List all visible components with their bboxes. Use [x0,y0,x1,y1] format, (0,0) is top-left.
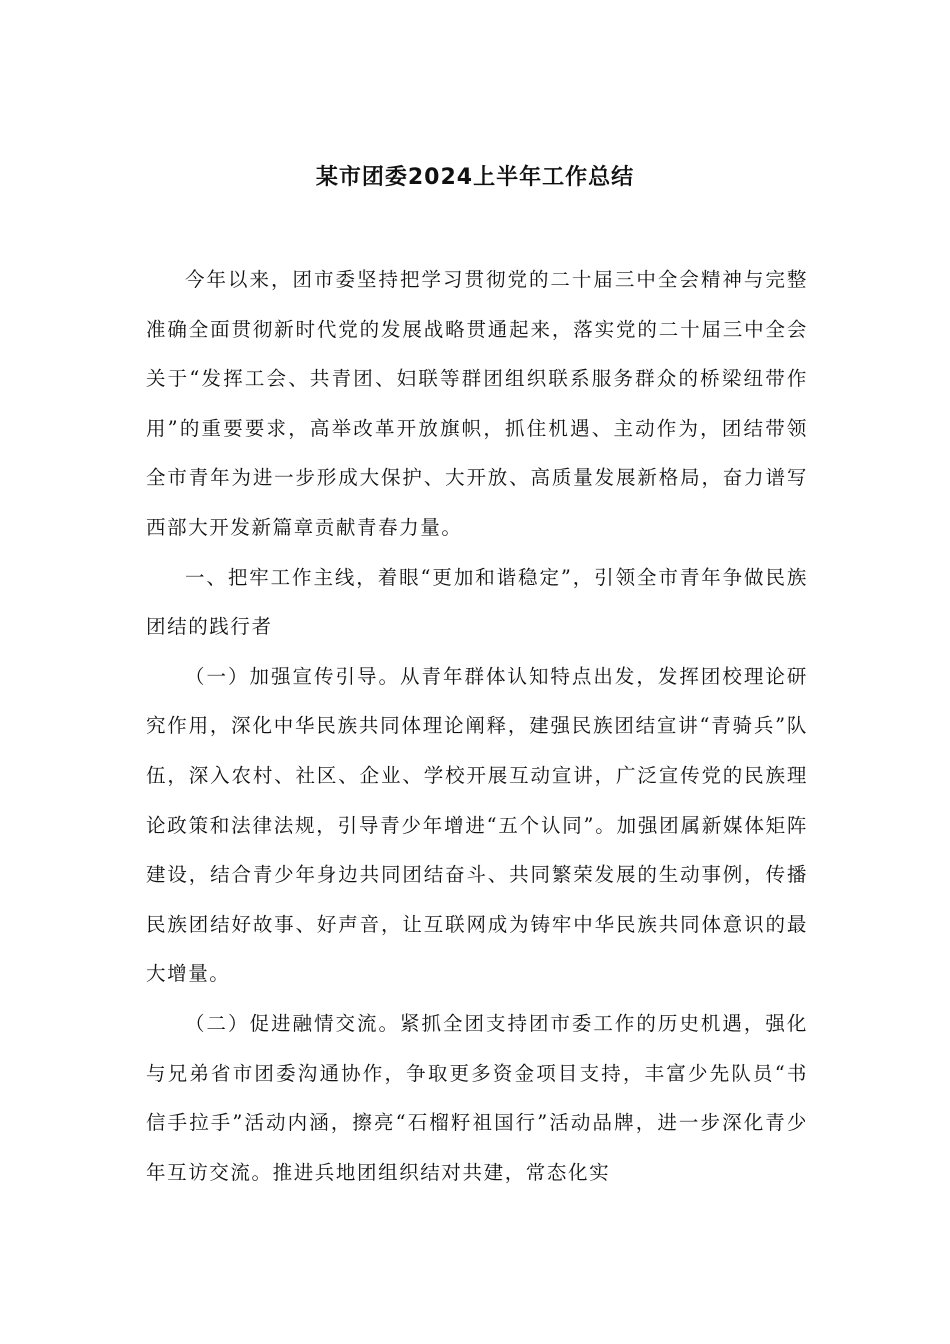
document-title: 某市团委2024上半年工作总结 [315,165,635,190]
document-body [146,255,808,1197]
section-heading-1: 一、把牢工作主线，着眼“更加和谐稳定”，引领全市青年争做民族团结的践行者 [146,565,808,639]
paragraph-publicity: （一）加强宣传引导。从青年群体认知特点出发，发挥团校理论研究作用，深化中华民族共同体理论阐释，建强民族团结宣讲“青骑兵”队伍，深入农村、社区、企业、学校开展互动宣讲，广泛宣传党的民族理论政策和法律法规，引导青少年增进“五个认同”。加强团属新媒体矩阵建设，结合青少年身边共同团结奋斗、共同繁荣发展的生动事例，传播民族团结好故事、好声音，让互联网成为铸牢中华民族共同体意识的最大增量。 [146,664,808,986]
paragraph-exchange: （二）促进融情交流。紧抓全团支持团市委工作的历史机遇，强化与兄弟省市团委沟通协作，争取更多资金项目支持，丰富少先队员“书信手拉手”活动内涵，擦亮“石榴籽祖国行”活动品牌，进一步深化青少年互访交流。推进兵地团组织结对共建，常态化实 [146,1011,808,1184]
paragraph-intro: 今年以来，团市委坚持把学习贯彻党的二十届三中全会精神与完整准确全面贯彻新时代党的发展战略贯通起来，落实党的二十届三中全会关于“发挥工会、共青团、妇联等群团组织联系服务群众的桥梁纽带作用”的重要要求，高举改革开放旗帜，抓住机遇、主动作为，团结带领全市青年为进一步形成大保护、大开放、高质量发展新格局，奋力谱写西部大开发新篇章贡献青春力量。 [146,268,808,539]
